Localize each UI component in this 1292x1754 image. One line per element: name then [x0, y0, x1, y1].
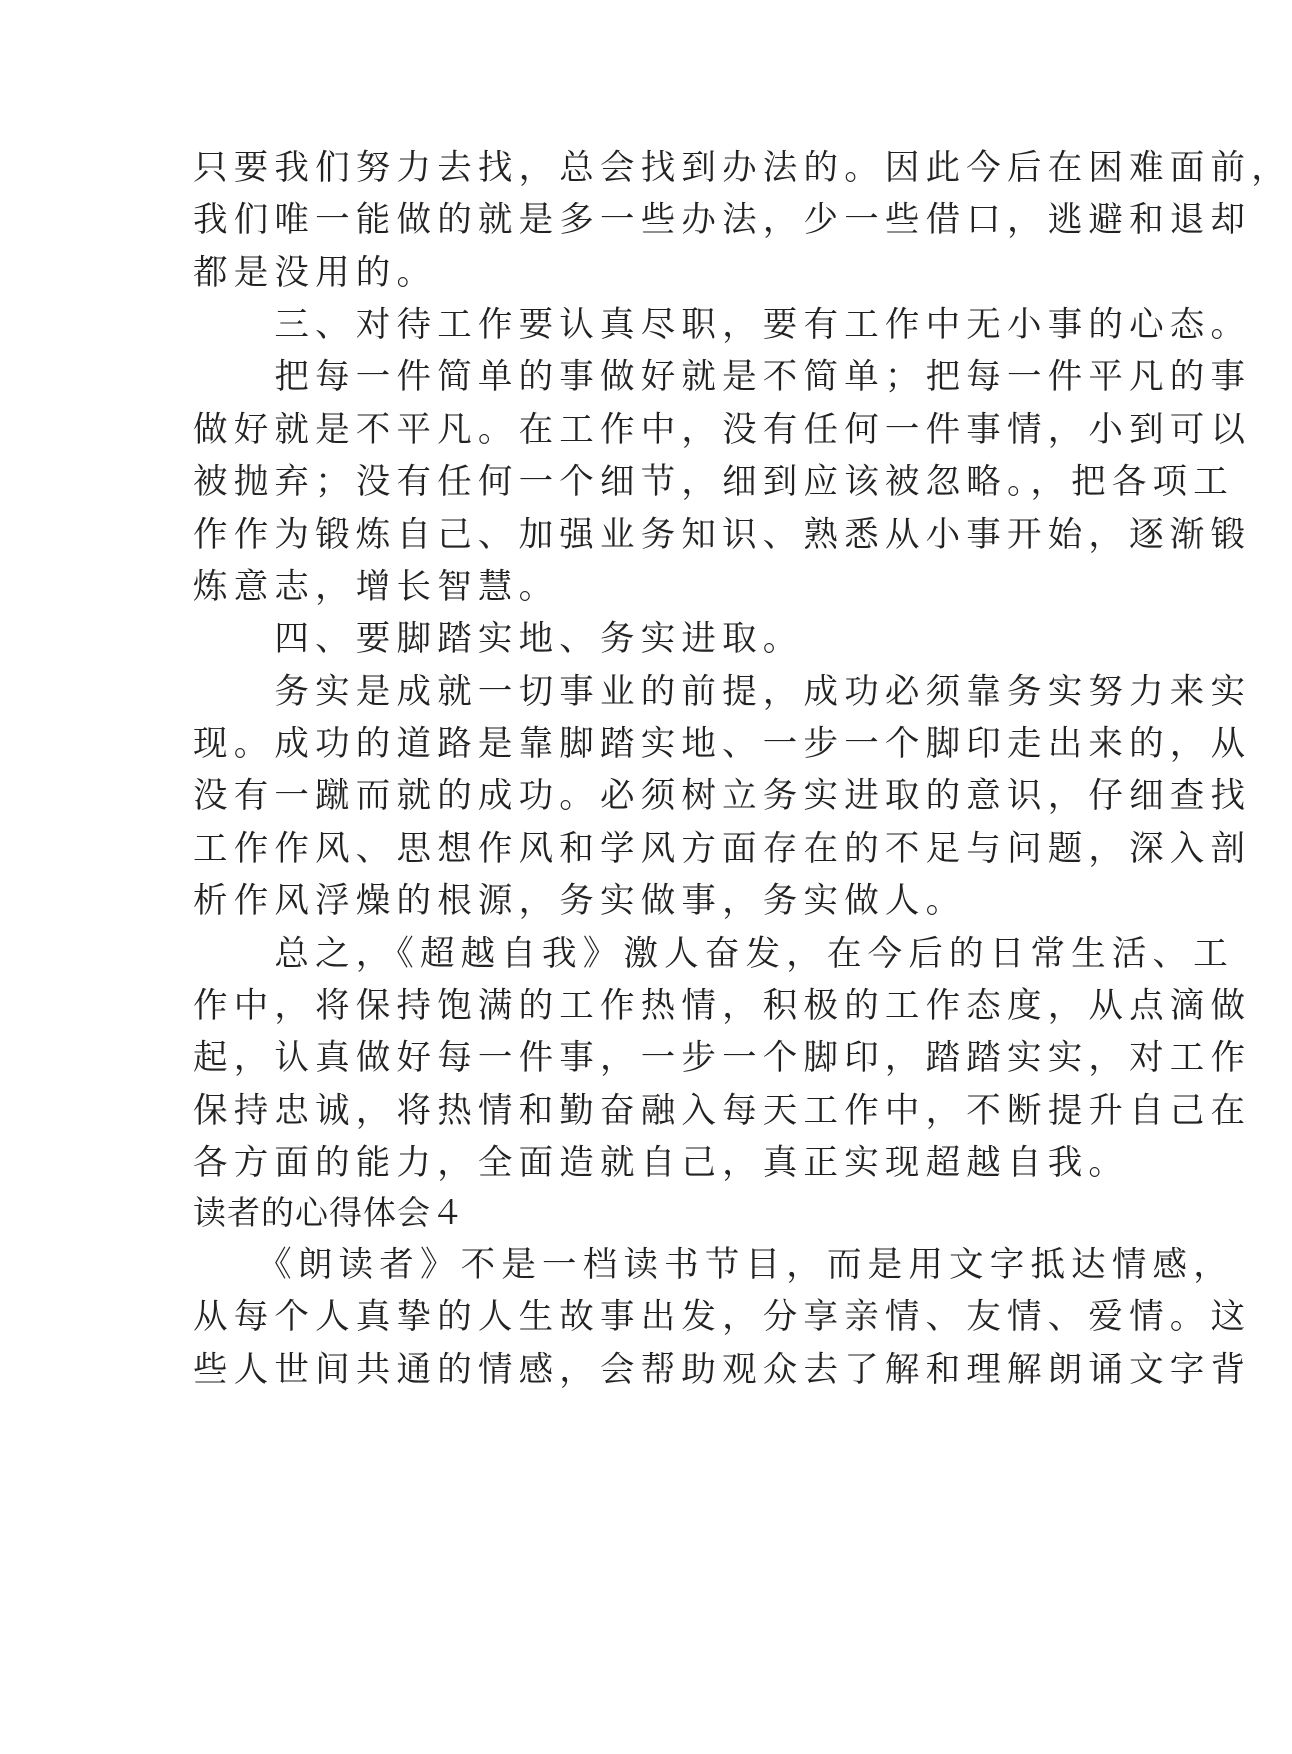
text-line: 各方面的能力，全面造就自己，真正实现超越自我。 — [193, 1143, 1130, 1183]
text-line: 我们唯一能做的就是多一些办法，少一些借口，逃避和退却 — [193, 200, 1252, 240]
text-line: 炼意志，增长智慧。 — [193, 567, 560, 607]
text-line: 做好就是不平凡。在工作中，没有任何一件事情，小到可以 — [193, 410, 1252, 450]
text-line: 起，认真做好每一件事，一步一个脚印，踏踏实实，对工作 — [193, 1038, 1252, 1078]
text-line: 《朗读者》不是一档读书节目，而是用文字抵达情感， — [193, 1245, 1234, 1285]
text-line: 总之，《超越自我》激人奋发，在今后的日常生活、工 — [193, 934, 1234, 974]
text-line: 作作为锻炼自己、加强业务知识、熟悉从小事开始，逐渐锻 — [193, 515, 1252, 555]
text-line: 务实是成就一切事业的前提，成功必须靠务实努力来实 — [193, 672, 1252, 712]
text-line: 工作作风、思想作风和学风方面存在的不足与问题，深入剖 — [193, 829, 1252, 869]
text-line: 现。成功的道路是靠脚踏实地、一步一个脚印走出来的，从 — [193, 724, 1252, 764]
text-line: 没有一蹴而就的成功。必须树立务实进取的意识，仔细查找 — [193, 776, 1252, 816]
section-heading: 三、对待工作要认真尽职，要有工作中无小事的心态。 — [193, 305, 1252, 345]
text-line: 都是没用的。 — [193, 253, 438, 293]
text-line: 把每一件简单的事做好就是不简单；把每一件平凡的事 — [193, 357, 1252, 397]
text-line: 作中，将保持饱满的工作热情，积极的工作态度，从点滴做 — [193, 986, 1252, 1026]
text-line: 析作风浮燥的根源，务实做事，务实做人。 — [193, 881, 967, 921]
section-heading: 四、要脚踏实地、务实进取。 — [193, 619, 804, 659]
article-heading: 读者的心得体会４ — [193, 1193, 465, 1232]
text-line: 从每个人真挚的人生故事出发，分享亲情、友情、爱情。这 — [193, 1297, 1252, 1337]
text-line: 被抛弃；没有任何一个细节，细到应该被忽略。，把各项工 — [193, 462, 1234, 502]
text-line: 保持忠诚，将热情和勤奋融入每天工作中，不断提升自己在 — [193, 1091, 1252, 1131]
text-line: 些人世间共通的情感，会帮助观众去了解和理解朗诵文字背 — [193, 1350, 1252, 1390]
text-line: 只要我们努力去找，总会找到办法的。因此今后在困难面前， — [193, 148, 1292, 188]
